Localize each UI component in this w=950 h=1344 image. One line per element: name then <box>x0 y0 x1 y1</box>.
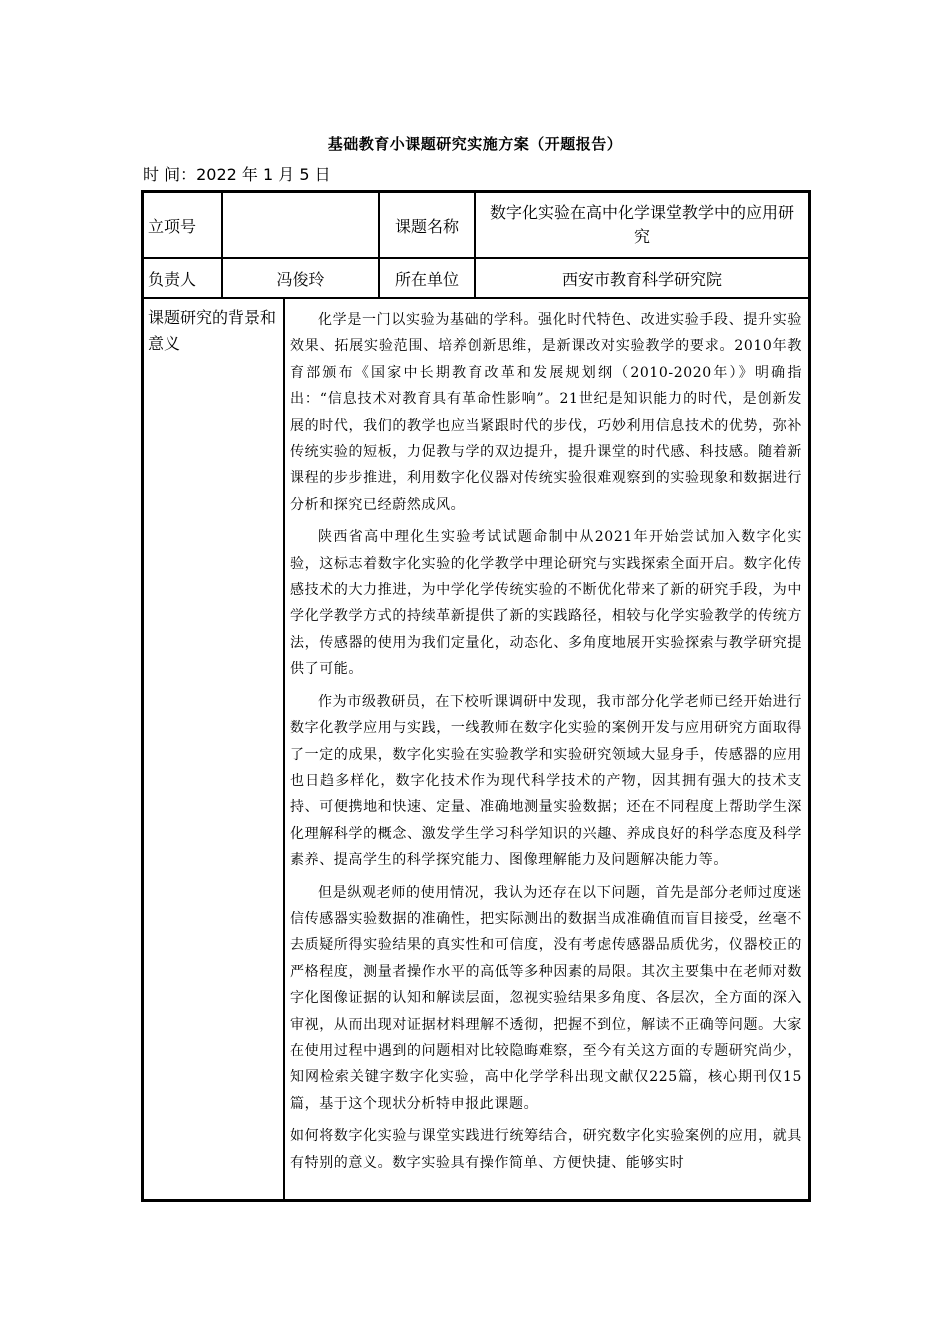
person-in-charge-value: 冯俊玲 <box>222 258 379 298</box>
paragraph: 但是纵观老师的使用情况，我认为还存在以下问题，首先是部分老师过度迷信传感器实验数据的准确性，把实际测出的数据当成准确值而盲目接受，丝毫不去质疑所得实验结果的真实性和可信度，没有考虑传感器品质优劣，仪器校正的严格程度，测量者操作水平的高低等多种因素的局限。其次主要集中在老师对数字化图像证据的认知和解读层面，忽视实验结果多角度、各层次，全方面的深入审视，从而出现对证据材料理解不透彻，把握不到位，解读不正确等问题。大家在使用过程中遇到的问题相对比较隐晦难察，至今有关这方面的专题研究尚少，知网检索关键字数字化实验，高中化学学科出现文献仅225篇，核心期刊仅15篇，基于这个现状分析特申报此课题。 <box>290 884 802 1112</box>
project-id-value <box>222 192 379 258</box>
project-id-label: 立项号 <box>143 192 222 258</box>
background-significance-content <box>284 298 809 1200</box>
document-title: 基础教育小课题研究实施方案（开题报告） <box>327 135 623 153</box>
paragraph: 化学是一门以实验为基础的学科。强化时代特色、改进实验手段、提升实验效果、拓展实验范围、培养创新思维，是新课改对实验教学的要求。2010年教育部颁布《国家中长期教育改革和发展规划纲（2010-2020年）》明确指出：“信息技术对教育具有革命性影响”。21世纪是知识能力的时代，是创新发展的时代，我们的教学也应当紧跟时代的步伐，巧妙利用信息技术的优势，弥补传统实验的短板，力促教与学的双边提升，提升课堂的时代感、科技感。随着新课程的步步推进，利用数字化仪器对传统实验很难观察到的实验现象和数据进行分析和探究已经蔚然成风。 <box>290 312 802 513</box>
paragraph: 陕西省高中理化生实验考试试题命制中从2021年开始尝试加入数字化实验，这标志着数字化实验的化学教学中理论研究与实践探索全面开启。数字化传感技术的大力推进，为中学化学传统实验的不断优化带来了新的研究手段，为中学化学教学方式的持续革新提供了新的实践路径，相较与化学实验教学的传统方法，传感器的使用为我们定量化，动态化、多角度地展开实验探索与教学研究提供了可能。 <box>290 529 802 678</box>
report-date: 时 间：2022 年 1 月 5 日 <box>143 165 331 184</box>
project-name-label: 课题名称 <box>379 192 475 258</box>
project-name-value: 数字化实验在高中化学课堂教学中的应用研究 <box>475 192 809 258</box>
unit-label: 所在单位 <box>379 258 475 298</box>
project-info-table <box>141 190 811 1202</box>
background-significance-label: 课题研究的背景和意义 <box>143 298 284 1200</box>
paragraph: 如何将数字化实验与课堂实践进行统筹结合，研究数字化实验案例的应用，就具有特别的意义。数字实验具有操作简单、方便快捷、能够实时 <box>290 1128 802 1171</box>
unit-value: 西安市教育科学研究院 <box>475 258 809 298</box>
paragraph: 作为市级教研员，在下校听课调研中发现，我市部分化学老师已经开始进行数字化教学应用与实践，一线教师在数字化实验的案例开发与应用研究方面取得了一定的成果，数字化实验在实验教学和实验研究领域大显身手，传感器的应用也日趋多样化，数字化技术作为现代科学技术的产物，因其拥有强大的技术支持、可便携地和快速、定量、准确地测量实验数据；还在不同程度上帮助学生深化理解科学的概念、激发学生学习科学知识的兴趣、养成良好的科学态度及科学素养、提高学生的科学探究能力、图像理解能力及问题解决能力等。 <box>290 693 802 869</box>
person-in-charge-label: 负责人 <box>143 258 222 298</box>
